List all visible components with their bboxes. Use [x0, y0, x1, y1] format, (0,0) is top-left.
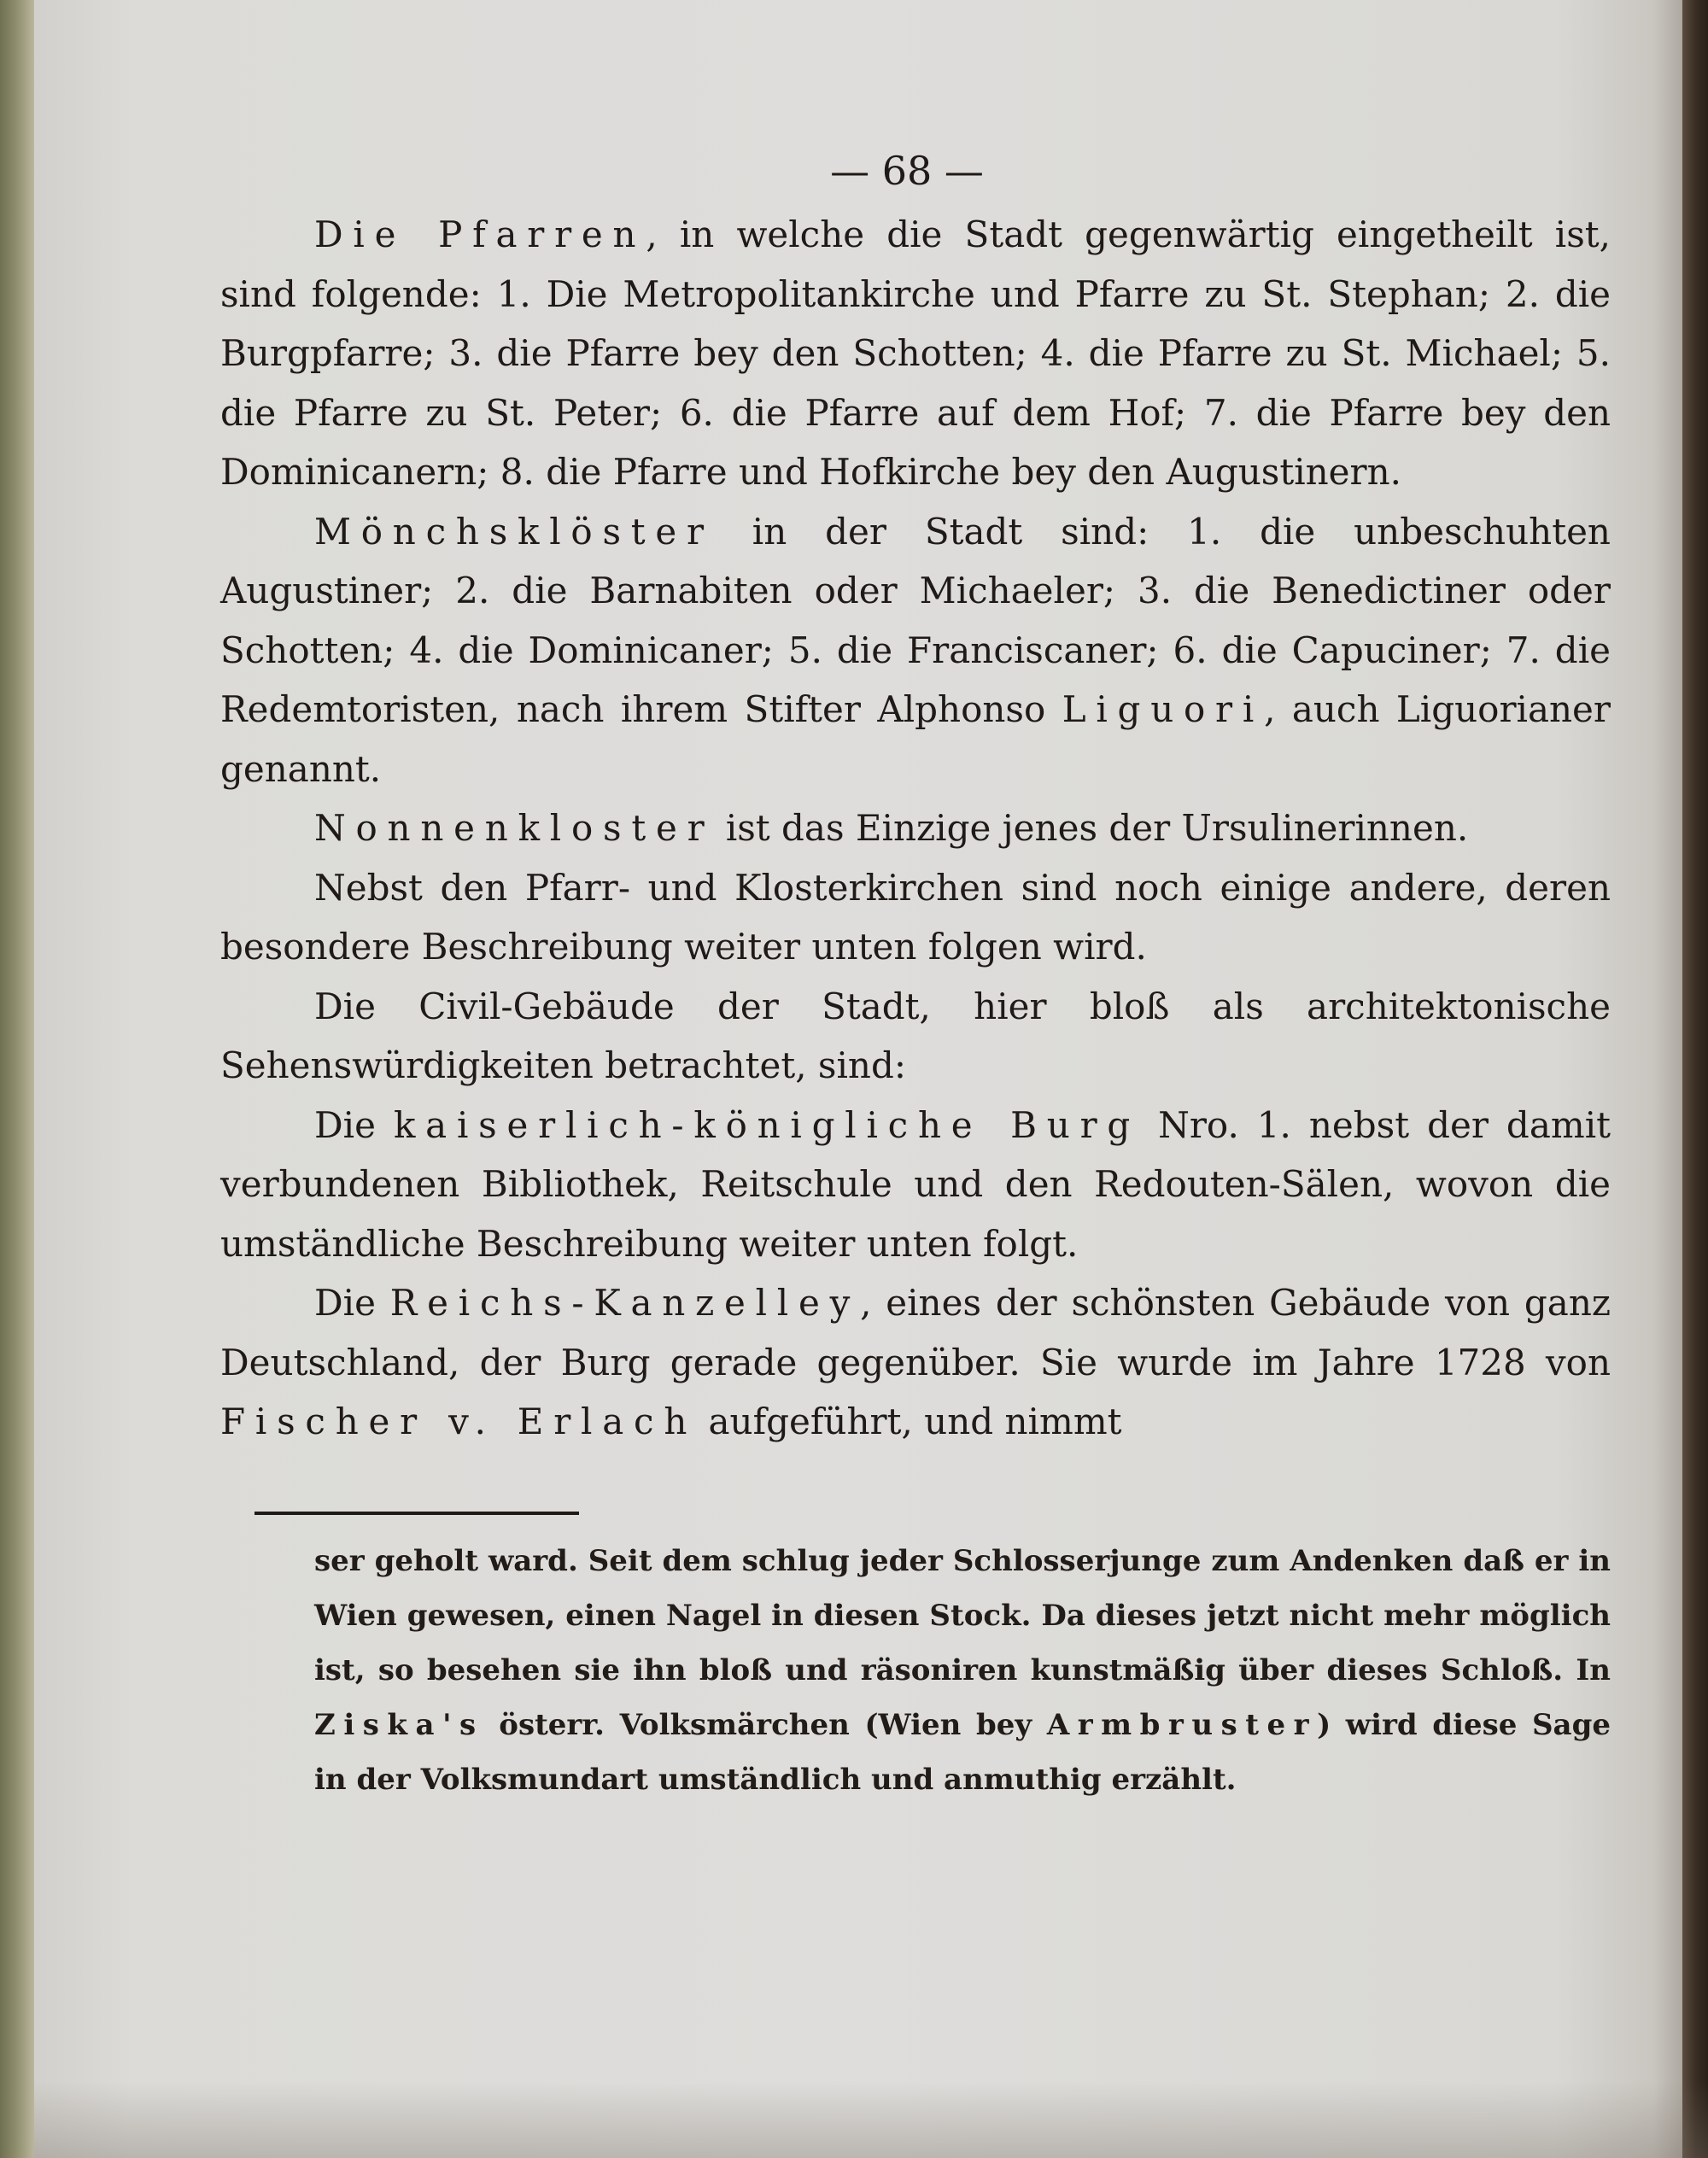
paragraph-text: Nro. 1. nebst der damit verbundenen Bibliothek, Reitschule und den Redouten-Sälen, wovon die umständliche Beschreibung weiter unten folgt.: [220, 1103, 1611, 1265]
emphasis-ziska: Ziska's: [314, 1707, 484, 1742]
paragraph-text: , in welche die Stadt gegenwärtig eingetheilt ist, sind folgende: 1. Die Metropolitankirche und Pfarre zu St. Stephan; 2. die Burgpfarre; 3. die Pfarre bey den Schotten; 4. die Pfarre zu St. Michael; 5. die Pfarre zu St. Peter; 6. die Pfarre auf dem Hof; 7. die Pfarre bey den Dominicanern; 8. die Pfarre und Hofkirche bey den Augustinern.: [220, 213, 1611, 493]
paragraph-monasteries: [220, 502, 1611, 799]
paragraph-text: Die Civil-Gebäude der Stadt, hier bloß als architektonische Sehenswürdigkeiten betrachtet, sind:: [220, 985, 1611, 1086]
paragraph-text: Die: [314, 1103, 394, 1146]
paragraph-nunnery: [220, 798, 1611, 858]
paragraph-chancellery: [220, 1273, 1611, 1452]
emphasis-monasteries: Mönchsklöster: [314, 510, 714, 553]
footnote-text: ) wird diese Sage in der Volksmundart umständlich und anmuthig erzählt.: [314, 1707, 1611, 1797]
book-cover-edge: [1682, 0, 1708, 2158]
paragraph-text: ist das Einzige jenes der Ursulinerinnen.: [714, 807, 1469, 849]
paragraph-imperial-palace: [220, 1096, 1611, 1274]
paragraph-text: in der Stadt sind: 1. die unbeschuhten Augustiner; 2. die Barnabiten oder Michaeler; 3. die Benedictiner oder Schotten; 4. die Dominicaner; 5. die Franciscaner; 6. die Capuciner; 7. die Redemtoristen, nach ihrem Stifter Alphonso: [220, 510, 1611, 730]
paragraph-civil-buildings: [220, 977, 1611, 1096]
page-number: — 68 —: [830, 148, 984, 194]
paragraph-churches: [220, 858, 1611, 977]
paragraph-text: Nebst den Pfarr- und Klosterkirchen sind noch einige andere, deren besondere Beschreibung weiter unten folgen wird.: [220, 866, 1611, 968]
text-block: [220, 137, 1611, 1807]
emphasis-liguori: Liguori: [1062, 688, 1265, 730]
emphasis-parishes: Die Pfarren: [314, 213, 646, 255]
paragraph-parishes: [220, 205, 1611, 502]
footnote: [314, 1534, 1611, 1807]
page-bottom-shadow: [34, 2081, 1708, 2158]
main-text: [220, 205, 1611, 1452]
paragraph-text: aufgeführt, und nimmt: [697, 1401, 1122, 1442]
emphasis-armbruster: Armbruster: [1046, 1707, 1318, 1742]
footnote-text: österr. Volksmärchen (Wien bey: [483, 1707, 1047, 1742]
emphasis-architect: Fischer v. Erlach: [220, 1401, 698, 1442]
paragraph-text: , eines der schönsten Gebäude von ganz Deutschland, der Burg gerade gegenüber. Sie wurde im Jahre 1728 von: [220, 1282, 1611, 1383]
paragraph-text: Die: [314, 1282, 390, 1324]
footnote-text: ser geholt ward. Seit dem schlug jeder Schlosserjunge zum Andenken daß er in Wien gewesen, einen Nagel in diesen Stock. Da dieses jetzt nicht mehr möglich ist, so besehen sie ihn bloß und räsoniren kunstmäßig über dieses Schloß. In: [314, 1543, 1611, 1687]
paragraph-text: , auch Liguorianer genannt.: [220, 688, 1611, 790]
emphasis-nunnery: Nonnenkloster: [314, 807, 715, 849]
emphasis-chancellery: Reichs-Kanzelley: [389, 1282, 861, 1324]
emphasis-imperial-palace: kaiserlich-königliche Burg: [393, 1103, 1141, 1146]
footnote-rule: [254, 1512, 579, 1515]
